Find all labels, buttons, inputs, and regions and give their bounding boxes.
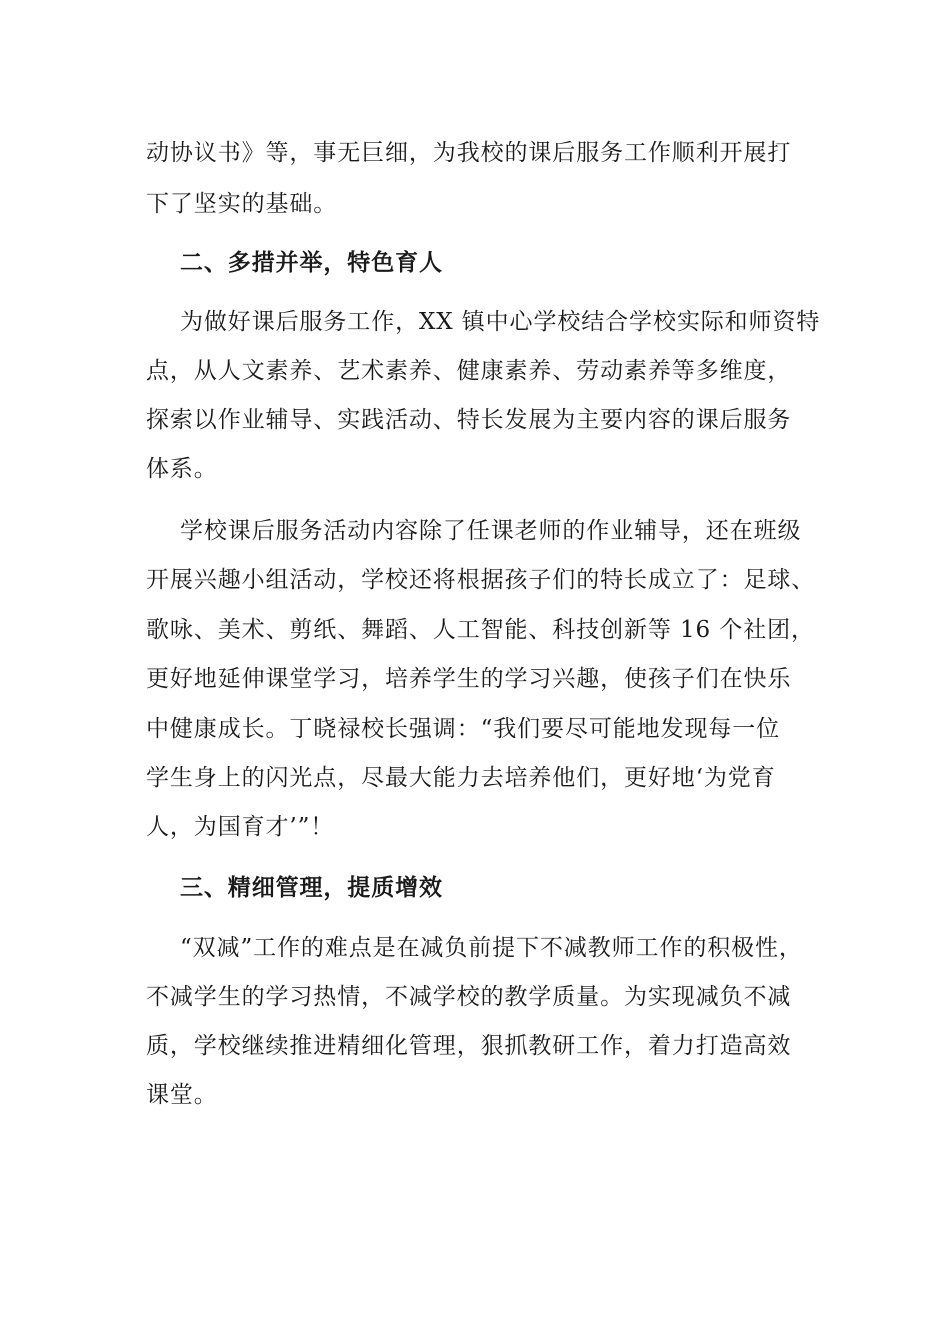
paragraph-3-line-7: 人，为国育才’”！ <box>146 814 335 840</box>
paragraph-4-line-4: 课堂。 <box>146 1082 218 1108</box>
paragraph-1-line-1: 动协议书》等，事无巨细，为我校的课后服务工作顺利开展打 <box>146 140 792 166</box>
paragraph-2-line-4: 体系。 <box>146 456 218 482</box>
paragraph-2-line-1: 为做好课后服务工作，XX 镇中心学校结合学校实际和师资特 <box>180 309 821 335</box>
paragraph-1-line-2: 下了坚实的基础。 <box>146 191 338 217</box>
paragraph-3-line-6: 学生身上的闪光点，尽最大能力去培养他们，更好地‘为党育 <box>146 765 776 791</box>
paragraph-4-line-1: “双减”工作的难点是在减负前提下不减教师工作的积极性， <box>180 935 803 961</box>
paragraph-3-line-3: 歌咏、美术、剪纸、舞蹈、人工智能、科技创新等 16 个社团， <box>146 617 815 643</box>
section-heading-2: 二、多措并举，特色育人 <box>180 249 443 276</box>
paragraph-3-line-5: 中健康成长。丁晓禄校长强调：“我们要尽可能地发现每一位 <box>146 716 781 742</box>
paragraph-4-line-3: 质，学校继续推进精细化管理，狠抓教研工作，着力打造高效 <box>146 1033 792 1059</box>
paragraph-3-line-4: 更好地延伸课堂学习，培养学生的学习兴趣，使孩子们在快乐 <box>146 666 792 692</box>
paragraph-2-line-2: 点，从人文素养、艺术素养、健康素养、劳动素养等多维度， <box>146 358 792 384</box>
paragraph-2-line-3: 探索以作业辅导、实践活动、特长发展为主要内容的课后服务 <box>146 407 792 433</box>
section-heading-3: 三、精细管理，提质增效 <box>180 874 443 901</box>
paragraph-3-line-2: 开展兴趣小组活动，学校还将根据孩子们的特长成立了：足球、 <box>146 567 816 593</box>
paragraph-3-line-1: 学校课后服务活动内容除了任课老师的作业辅导，还在班级 <box>180 518 802 544</box>
paragraph-4-line-2: 不减学生的学习热情，不减学校的教学质量。为实现减负不减 <box>146 984 792 1010</box>
